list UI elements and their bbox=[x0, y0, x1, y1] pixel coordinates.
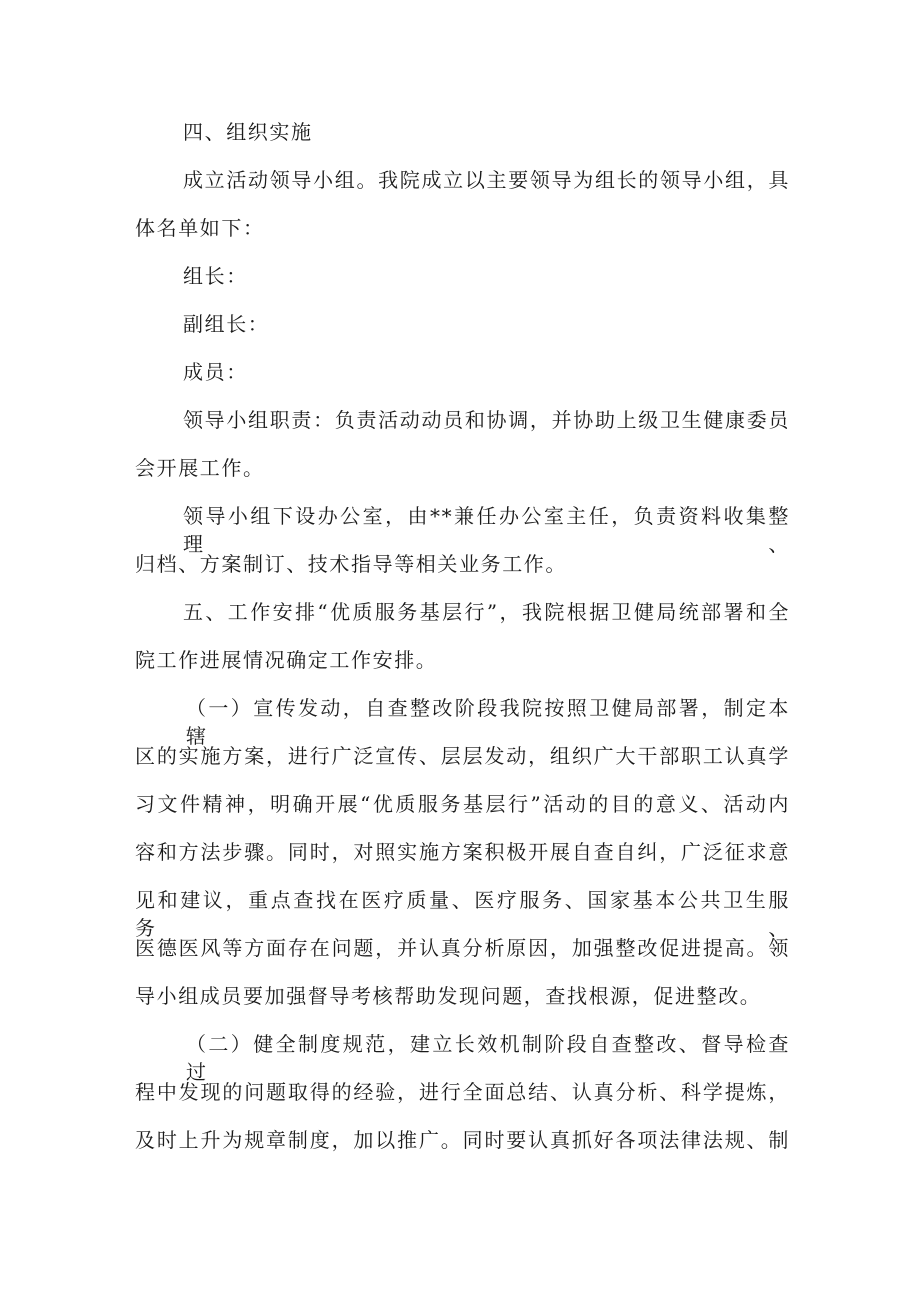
paragraph-line: 程中发现的问题取得的经验，进行全面总结、认真分析、科学提炼， bbox=[135, 1080, 790, 1104]
section-4-heading: 四、组织实施 bbox=[183, 120, 313, 144]
group-leader-label: 组长： bbox=[183, 264, 248, 288]
paragraph-line: 领导小组下设办公室，由**兼任办公室主任，负责资料收集整理、 bbox=[183, 504, 790, 556]
deputy-leader-label: 副组长： bbox=[183, 312, 270, 336]
paragraph-line: 归档、方案制订、技术指导等相关业务工作。 bbox=[135, 552, 567, 576]
paragraph-line: 领导小组职责：负责活动动员和协调，并协助上级卫生健康委员 bbox=[183, 408, 790, 432]
paragraph-line: 容和方法步骤。同时，对照实施方案积极开展自查自纠，广泛征求意 bbox=[135, 840, 790, 864]
paragraph-line: 导小组成员要加强督导考核帮助发现问题，查找根源，促进整改。 bbox=[135, 984, 762, 1008]
paragraph-line: 见和建议，重点查找在医疗质量、医疗服务、国家基本公共卫生服务、 bbox=[135, 888, 790, 940]
paragraph-line: 区的实施方案，进行广泛宣传、层层发动，组织广大干部职工认真学 bbox=[135, 744, 790, 768]
paragraph-line: 习文件精神，明确开展“优质服务基层行”活动的目的意义、活动内 bbox=[135, 792, 790, 816]
paragraph-line: 成立活动领导小组。我院成立以主要领导为组长的领导小组，具 bbox=[183, 168, 790, 192]
paragraph-line: 及时上升为规章制度，加以推广。同时要认真抓好各项法律法规、制 bbox=[135, 1128, 790, 1152]
section-5-heading: 五、工作安排“优质服务基层行”，我院根据卫健局统部署和全 bbox=[183, 600, 790, 624]
subsection-1-heading: （一）宣传发动，自查整改阶段我院按照卫健局部署，制定本辖 bbox=[186, 696, 790, 748]
paragraph-line: 院工作进展情况确定工作安排。 bbox=[135, 648, 438, 672]
subsection-2-heading: （二）健全制度规范，建立长效机制阶段自查整改、督导检查过 bbox=[186, 1032, 790, 1084]
paragraph-line: 医德医风等方面存在问题，并认真分析原因，加强整改促进提高。领 bbox=[135, 936, 790, 960]
members-label: 成员： bbox=[183, 360, 248, 384]
paragraph-line: 体名单如下： bbox=[135, 216, 265, 240]
paragraph-line: 会开展工作。 bbox=[135, 456, 265, 480]
